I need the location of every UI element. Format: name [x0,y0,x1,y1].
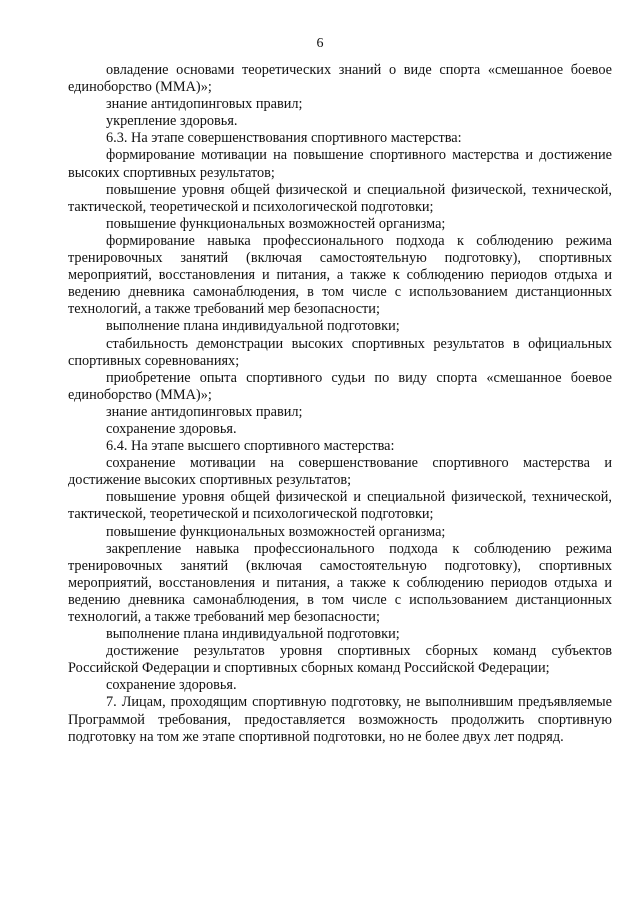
paragraph: достижение результатов уровня спортивных сборных команд субъектов Российской Федерации и спортивных сборных команд Российской Федерации; [68,643,612,677]
section-heading: 6.4. На этапе высшего спортивного мастерства: [106,438,395,455]
paragraph: сохранение мотивации на совершенствование спортивного мастерства и достижение высоких спортивных результатов; [68,455,612,489]
paragraph: повышение уровня общей физической и специальной физической, технической, тактической, теоретической и психологической подготовки; [68,181,612,215]
paragraph: стабильность демонстрации высоких спортивных результатов в официальных спортивных соревнованиях; [68,335,612,369]
page-number: 6 [316,36,324,51]
paragraph: укрепление здоровья. [106,113,238,130]
paragraph: приобретение опыта спортивного судьи по виду спорта «смешанное боевое единоборство (ММА)»; [68,369,612,403]
paragraph: формирование мотивации на повышение спортивного мастерства и достижение высоких спортивных результатов; [68,147,612,181]
paragraph: овладение основами теоретических знаний о виде спорта «смешанное боевое единоборство (ММА)»; [68,62,612,96]
document-body [68,62,612,746]
section-paragraph: 7. Лицам, проходящим спортивную подготовку, не выполнившим предъявляемые Программой требования, предоставляется возможность продолжить спортивную подготовку на том же этапе спортивной подготовки, но не более двух лет подряд. [68,694,612,745]
paragraph: сохранение здоровья. [106,677,237,694]
paragraph: сохранение здоровья. [106,420,237,437]
paragraph: повышение уровня общей физической и специальной физической, технической, тактической, теоретической и психологической подготовки; [68,489,612,523]
paragraph: повышение функциональных возможностей организма; [106,215,446,232]
paragraph: повышение функциональных возможностей организма; [106,523,446,540]
paragraph: закрепление навыка профессионального подхода к соблюдению режима тренировочных занятий (включая самостоятельную подготовку), спортивных мероприятий, восстановления и питания, а также к соблюдению периодов отдыха и ведению дневника самонаблюдения, в том числе с использованием дистанционных технологий, а также требований мер безопасности; [68,540,612,625]
paragraph: выполнение плана индивидуальной подготовки; [106,626,400,643]
section-heading: 6.3. На этапе совершенствования спортивного мастерства: [106,130,462,147]
paragraph: знание антидопинговых правил; [106,403,303,420]
paragraph: знание антидопинговых правил; [106,96,303,113]
paragraph: выполнение плана индивидуальной подготовки; [106,318,400,335]
paragraph: формирование навыка профессионального подхода к соблюдению режима тренировочных занятий (включая самостоятельную подготовку), спортивных мероприятий, восстановления и питания, а также к соблюдению периодов отдыха и ведению дневника самонаблюдения, в том числе с использованием дистанционных технологий, а также требований мер безопасности; [68,232,612,318]
